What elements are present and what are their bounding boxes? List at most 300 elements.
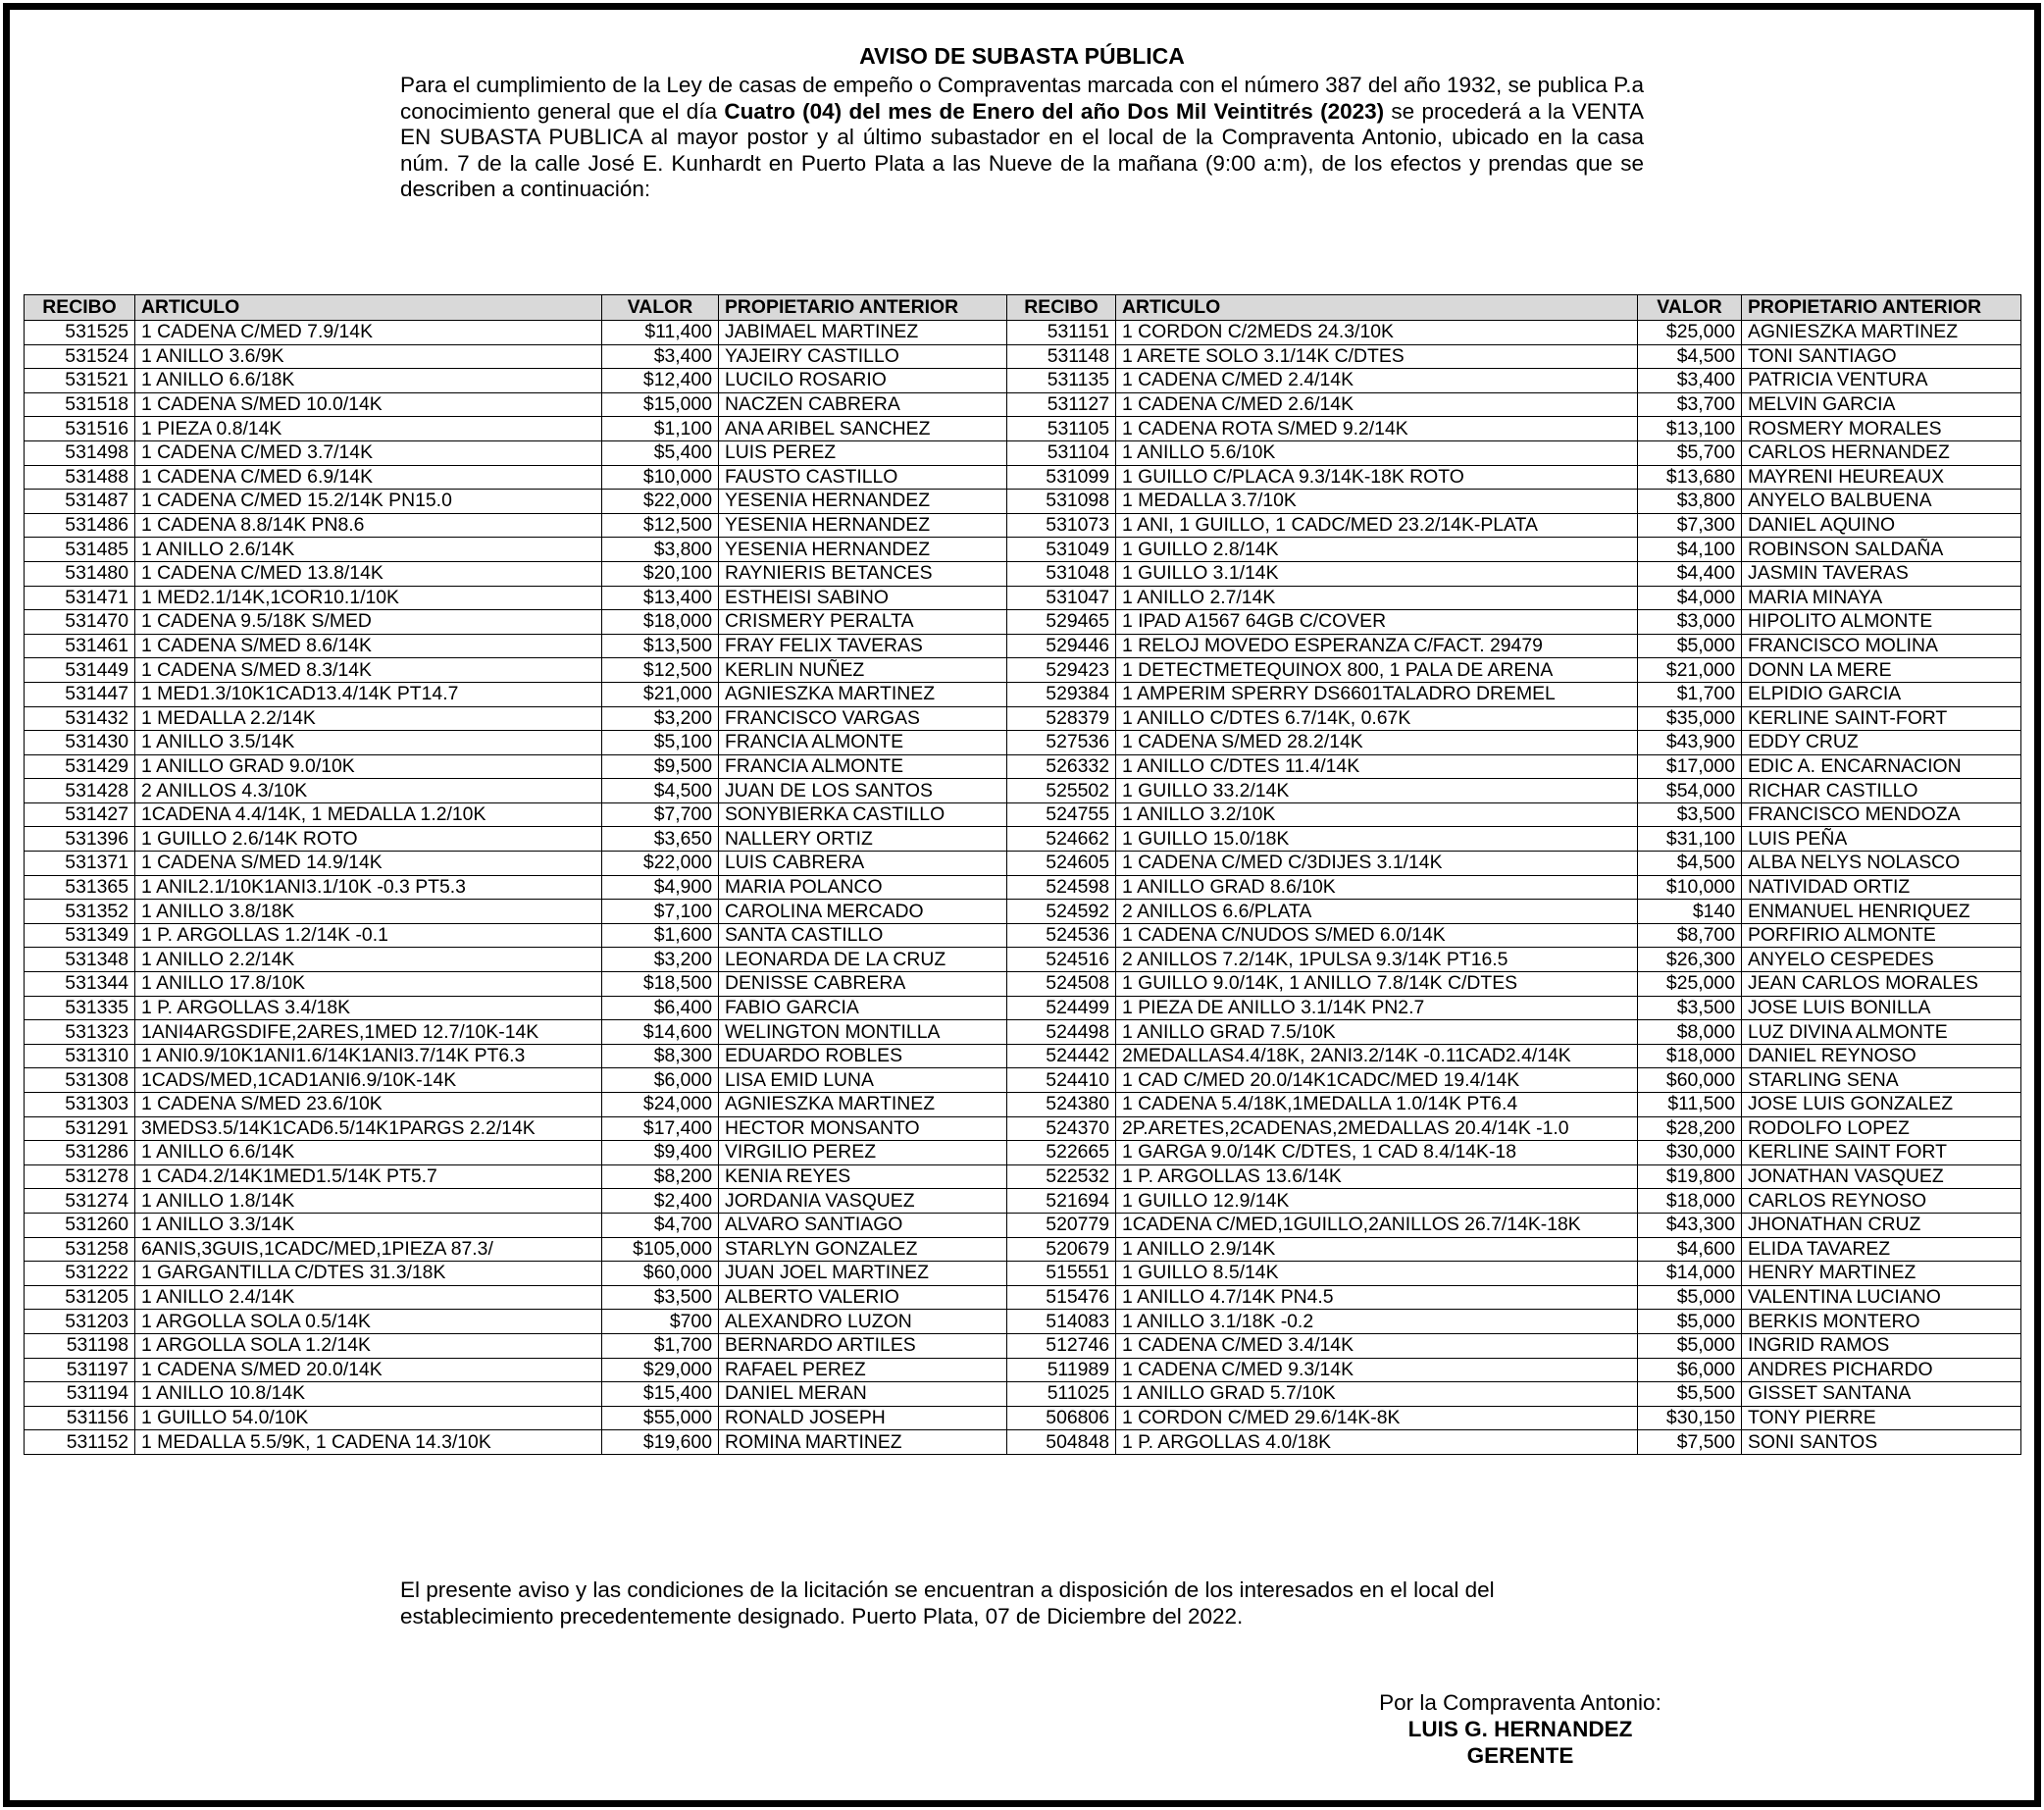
table-row bbox=[25, 490, 2021, 514]
table-cell: $7,700 bbox=[602, 802, 719, 827]
table-cell: 531205 bbox=[25, 1285, 135, 1310]
table-cell: 1 ANI0.9/10K1ANI1.6/14K1ANI3.7/14K PT6.3 bbox=[135, 1044, 602, 1068]
table-cell: 1 IPAD A1567 64GB C/COVER bbox=[1116, 610, 1638, 635]
table-cell: 1 CADENA C/MED 2.6/14K bbox=[1116, 392, 1638, 417]
table-cell: 531518 bbox=[25, 392, 135, 417]
table-cell: 1 ANI, 1 GUILLO, 1 CADC/MED 23.2/14K-PLATA bbox=[1116, 513, 1638, 538]
table-cell: 1 ANILLO 3.8/18K bbox=[135, 900, 602, 924]
table-row bbox=[25, 513, 2021, 538]
table-cell: 1 MEDALLA 2.2/14K bbox=[135, 706, 602, 731]
table-cell: $28,200 bbox=[1638, 1116, 1742, 1141]
table-cell: $19,800 bbox=[1638, 1164, 1742, 1189]
table-cell: 531310 bbox=[25, 1044, 135, 1068]
table-cell: BERNARDO ARTILES bbox=[719, 1333, 1007, 1358]
table-cell: FRANCIA ALMONTE bbox=[719, 731, 1007, 755]
table-cell: 527536 bbox=[1007, 731, 1116, 755]
table-cell: CRISMERY PERALTA bbox=[719, 610, 1007, 635]
table-cell: 1 ANILLO 4.7/14K PN4.5 bbox=[1116, 1285, 1638, 1310]
table-cell: MARIA MINAYA bbox=[1742, 586, 2021, 610]
table-row bbox=[25, 1333, 2021, 1358]
table-cell: CAROLINA MERCADO bbox=[719, 900, 1007, 924]
table-cell: $3,800 bbox=[1638, 490, 1742, 514]
table-cell: 531349 bbox=[25, 923, 135, 948]
table-row bbox=[25, 1406, 2021, 1430]
table-cell: ROSMERY MORALES bbox=[1742, 417, 2021, 441]
table-cell: $31,100 bbox=[1638, 827, 1742, 852]
table-row bbox=[25, 610, 2021, 635]
table-cell: 531430 bbox=[25, 731, 135, 755]
table-cell: 1 ANILLO 1.8/14K bbox=[135, 1189, 602, 1214]
table-cell: 524592 bbox=[1007, 900, 1116, 924]
table-cell: $1,700 bbox=[602, 1333, 719, 1358]
table-cell: KERLINE SAINT-FORT bbox=[1742, 706, 2021, 731]
table-cell: $24,000 bbox=[602, 1093, 719, 1117]
table-cell: JUAN JOEL MARTINEZ bbox=[719, 1262, 1007, 1286]
table-cell: FRANCISCO VARGAS bbox=[719, 706, 1007, 731]
table-cell: 531470 bbox=[25, 610, 135, 635]
table-cell: RONALD JOSEPH bbox=[719, 1406, 1007, 1430]
table-cell: RODOLFO LOPEZ bbox=[1742, 1116, 2021, 1141]
table-cell: ELPIDIO GARCIA bbox=[1742, 682, 2021, 706]
table-cell: $3,700 bbox=[1638, 392, 1742, 417]
table-cell: $105,000 bbox=[602, 1237, 719, 1262]
table-cell: 1 ANILLO 2.4/14K bbox=[135, 1285, 602, 1310]
header-recibo: RECIBO bbox=[25, 295, 135, 321]
table-cell: 531348 bbox=[25, 948, 135, 972]
table-cell: $13,500 bbox=[602, 634, 719, 658]
table-row bbox=[25, 1044, 2021, 1068]
table-cell: 531427 bbox=[25, 802, 135, 827]
table-cell: 511989 bbox=[1007, 1358, 1116, 1382]
table-cell: $14,600 bbox=[602, 1020, 719, 1045]
table-row bbox=[25, 900, 2021, 924]
table-cell: 1 GARGANTILLA C/DTES 31.3/18K bbox=[135, 1262, 602, 1286]
table-cell: DANIEL MERAN bbox=[719, 1382, 1007, 1407]
table-cell: 529384 bbox=[1007, 682, 1116, 706]
table-cell: 531194 bbox=[25, 1382, 135, 1407]
table-cell: FAUSTO CASTILLO bbox=[719, 465, 1007, 490]
table-cell: 531286 bbox=[25, 1141, 135, 1165]
table-row bbox=[25, 1358, 2021, 1382]
table-cell: 1 GUILLO C/PLACA 9.3/14K-18K ROTO bbox=[1116, 465, 1638, 490]
table-cell: ANYELO BALBUENA bbox=[1742, 490, 2021, 514]
table-cell: 522665 bbox=[1007, 1141, 1116, 1165]
table-cell: 520779 bbox=[1007, 1213, 1116, 1237]
table-cell: 1 GUILLO 8.5/14K bbox=[1116, 1262, 1638, 1286]
table-cell: 1 P. ARGOLLAS 13.6/14K bbox=[1116, 1164, 1638, 1189]
table-cell: 512746 bbox=[1007, 1333, 1116, 1358]
table-cell: CARLOS HERNANDEZ bbox=[1742, 440, 2021, 465]
table-cell: 1 GUILLO 2.8/14K bbox=[1116, 538, 1638, 562]
table-cell: PORFIRIO ALMONTE bbox=[1742, 923, 2021, 948]
table-cell: KERLIN NUÑEZ bbox=[719, 658, 1007, 683]
table-cell: 1 CADENA S/MED 8.3/14K bbox=[135, 658, 602, 683]
table-cell: 524380 bbox=[1007, 1093, 1116, 1117]
table-cell: $19,600 bbox=[602, 1430, 719, 1455]
signer-role: GERENTE bbox=[1466, 1743, 1574, 1768]
table-cell: SONYBIERKA CASTILLO bbox=[719, 802, 1007, 827]
table-cell: 531308 bbox=[25, 1068, 135, 1093]
table-cell: $25,000 bbox=[1638, 972, 1742, 997]
table-cell: 1 ANILLO 17.8/10K bbox=[135, 972, 602, 997]
table-cell: $18,000 bbox=[1638, 1189, 1742, 1214]
table-cell: JORDANIA VASQUEZ bbox=[719, 1189, 1007, 1214]
auction-items-table bbox=[24, 294, 2021, 1455]
table-cell: 524508 bbox=[1007, 972, 1116, 997]
table-cell: ROMINA MARTINEZ bbox=[719, 1430, 1007, 1455]
table-cell: 1 ANILLO 2.7/14K bbox=[1116, 586, 1638, 610]
table-cell: $3,400 bbox=[602, 344, 719, 369]
table-cell: $17,000 bbox=[1638, 754, 1742, 779]
table-cell: $30,150 bbox=[1638, 1406, 1742, 1430]
table-cell: 1 ARGOLLA SOLA 0.5/14K bbox=[135, 1310, 602, 1334]
table-cell: $6,000 bbox=[1638, 1358, 1742, 1382]
table-row bbox=[25, 369, 2021, 393]
intro-text-2: se procederá a la VENTA EN SUBASTA PUBLICA al mayor postor y al último subastador en el local de la Compraventa Antonio, ubicado en la casa núm. 7 de la calle José E. Kunhardt en Puerto Plata a las Nueve de la mañana (9:00 a:m), de los efectos y prendas que se describen a continuación: bbox=[400, 98, 1644, 201]
table-cell: 1 CADENA C/MED 9.3/14K bbox=[1116, 1358, 1638, 1382]
table-cell: YESENIA HERNANDEZ bbox=[719, 538, 1007, 562]
signature-line: Por la Compraventa Antonio: bbox=[1379, 1690, 1661, 1715]
table-cell: NALLERY ORTIZ bbox=[719, 827, 1007, 852]
table-cell: PATRICIA VENTURA bbox=[1742, 369, 2021, 393]
table-cell: $18,000 bbox=[1638, 1044, 1742, 1068]
table-cell: DANIEL REYNOSO bbox=[1742, 1044, 2021, 1068]
table-cell: $11,500 bbox=[1638, 1093, 1742, 1117]
table-cell: $8,300 bbox=[602, 1044, 719, 1068]
table-cell: 1 ANIL2.1/10K1ANI3.1/10K -0.3 PT5.3 bbox=[135, 875, 602, 900]
table-cell: FRANCISCO MENDOZA bbox=[1742, 802, 2021, 827]
table-row bbox=[25, 634, 2021, 658]
table-cell: $4,400 bbox=[1638, 561, 1742, 586]
table-cell: $5,000 bbox=[1638, 1285, 1742, 1310]
intro-text-1: Para el cumplimiento de la Ley de casas de empeño o Compraventas marcada con el número 387 del año 1932, se publica P.a conocimiento general que el día bbox=[400, 73, 1644, 124]
table-cell: 1 GUILLO 3.1/14K bbox=[1116, 561, 1638, 586]
table-cell: $4,900 bbox=[602, 875, 719, 900]
table-cell: 531365 bbox=[25, 875, 135, 900]
table-cell: 524598 bbox=[1007, 875, 1116, 900]
table-cell: 515551 bbox=[1007, 1262, 1116, 1286]
table-cell: 531135 bbox=[1007, 369, 1116, 393]
table-cell: $9,500 bbox=[602, 754, 719, 779]
table-cell: JHONATHAN CRUZ bbox=[1742, 1213, 2021, 1237]
table-row bbox=[25, 923, 2021, 948]
table-cell: LUCILO ROSARIO bbox=[719, 369, 1007, 393]
table-cell: FABIO GARCIA bbox=[719, 996, 1007, 1020]
table-cell: 1 ARGOLLA SOLA 1.2/14K bbox=[135, 1333, 602, 1358]
table-cell: $2,400 bbox=[602, 1189, 719, 1214]
table-cell: JOSE LUIS GONZALEZ bbox=[1742, 1093, 2021, 1117]
table-header-row bbox=[25, 295, 2021, 321]
table-cell: YAJEIRY CASTILLO bbox=[719, 344, 1007, 369]
table-cell: JUAN DE LOS SANTOS bbox=[719, 779, 1007, 803]
table-cell: 524498 bbox=[1007, 1020, 1116, 1045]
table-cell: RAFAEL PEREZ bbox=[719, 1358, 1007, 1382]
table-cell: 529423 bbox=[1007, 658, 1116, 683]
table-cell: ALVARO SANTIAGO bbox=[719, 1213, 1007, 1237]
table-cell: AGNIESZKA MARTINEZ bbox=[719, 682, 1007, 706]
table-cell: DONN LA MERE bbox=[1742, 658, 2021, 683]
table-cell: 531258 bbox=[25, 1237, 135, 1262]
table-row bbox=[25, 561, 2021, 586]
header-articulo-2: ARTICULO bbox=[1116, 295, 1638, 321]
table-cell: $7,500 bbox=[1638, 1430, 1742, 1455]
table-cell: 529465 bbox=[1007, 610, 1116, 635]
table-cell: 1 GUILLO 2.6/14K ROTO bbox=[135, 827, 602, 852]
table-cell: 1 GARGA 9.0/14K C/DTES, 1 CAD 8.4/14K-18 bbox=[1116, 1141, 1638, 1165]
table-row bbox=[25, 948, 2021, 972]
table-row bbox=[25, 852, 2021, 876]
table-cell: ANYELO CESPEDES bbox=[1742, 948, 2021, 972]
table-row bbox=[25, 996, 2021, 1020]
table-cell: 529446 bbox=[1007, 634, 1116, 658]
header-valor-2: VALOR bbox=[1638, 295, 1742, 321]
table-row bbox=[25, 321, 2021, 345]
table-cell: 1 ANILLO C/DTES 11.4/14K bbox=[1116, 754, 1638, 779]
table-row bbox=[25, 586, 2021, 610]
table-row bbox=[25, 1213, 2021, 1237]
table-cell: 531127 bbox=[1007, 392, 1116, 417]
table-cell: $21,000 bbox=[602, 682, 719, 706]
notice-title: AVISO DE SUBASTA PÚBLICA bbox=[859, 43, 1185, 69]
table-cell: JONATHAN VASQUEZ bbox=[1742, 1164, 2021, 1189]
table-cell: 1 CADENA 9.5/18K S/MED bbox=[135, 610, 602, 635]
table-cell: $5,100 bbox=[602, 731, 719, 755]
table-row bbox=[25, 538, 2021, 562]
table-cell: 1 ANILLO 6.6/18K bbox=[135, 369, 602, 393]
table-cell: SONI SANTOS bbox=[1742, 1430, 2021, 1455]
table-cell: AGNIESZKA MARTINEZ bbox=[719, 1093, 1007, 1117]
table-cell: 1 MEDALLA 3.7/10K bbox=[1116, 490, 1638, 514]
table-cell: $15,400 bbox=[602, 1382, 719, 1407]
table-cell: 1 CADENA ROTA S/MED 9.2/14K bbox=[1116, 417, 1638, 441]
table-cell: 531104 bbox=[1007, 440, 1116, 465]
table-cell: $21,000 bbox=[1638, 658, 1742, 683]
table-row bbox=[25, 658, 2021, 683]
table-cell: 1 CORDON C/MED 29.6/14K-8K bbox=[1116, 1406, 1638, 1430]
table-cell: 1 GUILLO 9.0/14K, 1 ANILLO 7.8/14K C/DTES bbox=[1116, 972, 1638, 997]
table-cell: ANA ARIBEL SANCHEZ bbox=[719, 417, 1007, 441]
table-cell: $12,500 bbox=[602, 658, 719, 683]
table-cell: 1 P. ARGOLLAS 3.4/18K bbox=[135, 996, 602, 1020]
table-cell: 1 ANILLO 10.8/14K bbox=[135, 1382, 602, 1407]
table-cell: $25,000 bbox=[1638, 321, 1742, 345]
table-cell: 531148 bbox=[1007, 344, 1116, 369]
table-cell: $35,000 bbox=[1638, 706, 1742, 731]
table-cell: ENMANUEL HENRIQUEZ bbox=[1742, 900, 2021, 924]
table-cell: $8,700 bbox=[1638, 923, 1742, 948]
table-row bbox=[25, 1164, 2021, 1189]
table-cell: $13,100 bbox=[1638, 417, 1742, 441]
table-cell: $5,700 bbox=[1638, 440, 1742, 465]
closing-paragraph: El presente aviso y las condiciones de la licitación se encuentran a disposición de los interesados en el local del establecimiento precedentemente designado. Puerto Plata, 07 de Diciembre del 2022. bbox=[400, 1577, 1495, 1629]
header-propietario: PROPIETARIO ANTERIOR bbox=[719, 295, 1007, 321]
table-cell: 531432 bbox=[25, 706, 135, 731]
table-cell: 1 CADENA C/MED C/3DIJES 3.1/14K bbox=[1116, 852, 1638, 876]
table-cell: 1CADENA C/MED,1GUILLO,2ANILLOS 26.7/14K-18K bbox=[1116, 1213, 1638, 1237]
table-cell: $3,500 bbox=[1638, 802, 1742, 827]
table-cell: $5,000 bbox=[1638, 1310, 1742, 1334]
table-cell: 531260 bbox=[25, 1213, 135, 1237]
header-propietario-2: PROPIETARIO ANTERIOR bbox=[1742, 295, 2021, 321]
table-cell: HENRY MARTINEZ bbox=[1742, 1262, 2021, 1286]
table-cell: ROBINSON SALDAÑA bbox=[1742, 538, 2021, 562]
table-cell: $5,500 bbox=[1638, 1382, 1742, 1407]
table-cell: 531303 bbox=[25, 1093, 135, 1117]
table-cell: TONI SANTIAGO bbox=[1742, 344, 2021, 369]
table-cell: 522532 bbox=[1007, 1164, 1116, 1189]
table-cell: 1 ANILLO 3.2/10K bbox=[1116, 802, 1638, 827]
table-cell: 531047 bbox=[1007, 586, 1116, 610]
table-cell: $1,700 bbox=[1638, 682, 1742, 706]
table-cell: YESENIA HERNANDEZ bbox=[719, 513, 1007, 538]
table-cell: 1 CADENA S/MED 10.0/14K bbox=[135, 392, 602, 417]
table-cell: 1 P. ARGOLLAS 4.0/18K bbox=[1116, 1430, 1638, 1455]
table-cell: AGNIESZKA MARTINEZ bbox=[1742, 321, 2021, 345]
table-cell: 531099 bbox=[1007, 465, 1116, 490]
table-cell: $17,400 bbox=[602, 1116, 719, 1141]
table-cell: $60,000 bbox=[602, 1262, 719, 1286]
table-cell: 531335 bbox=[25, 996, 135, 1020]
table-cell: $3,400 bbox=[1638, 369, 1742, 393]
table-cell: 1 PIEZA DE ANILLO 3.1/14K PN2.7 bbox=[1116, 996, 1638, 1020]
table-cell: 531498 bbox=[25, 440, 135, 465]
table-cell: ANDRES PICHARDO bbox=[1742, 1358, 2021, 1382]
table-cell: $6,400 bbox=[602, 996, 719, 1020]
table-cell: 1 ANILLO 2.9/14K bbox=[1116, 1237, 1638, 1262]
table-cell: 511025 bbox=[1007, 1382, 1116, 1407]
table-cell: 1 ANILLO 2.2/14K bbox=[135, 948, 602, 972]
header-articulo: ARTICULO bbox=[135, 295, 602, 321]
table-cell: $10,000 bbox=[1638, 875, 1742, 900]
table-row bbox=[25, 1189, 2021, 1214]
signature-block bbox=[1275, 1689, 1765, 1769]
table-cell: FRANCISCO MOLINA bbox=[1742, 634, 2021, 658]
table-row bbox=[25, 802, 2021, 827]
table-cell: 1 CADENA 5.4/18K,1MEDALLA 1.0/14K PT6.4 bbox=[1116, 1093, 1638, 1117]
table-cell: $4,700 bbox=[602, 1213, 719, 1237]
table-cell: 531428 bbox=[25, 779, 135, 803]
table-cell: 1 GUILLO 33.2/14K bbox=[1116, 779, 1638, 803]
table-cell: 531429 bbox=[25, 754, 135, 779]
table-cell: $4,500 bbox=[1638, 344, 1742, 369]
table-cell: 531487 bbox=[25, 490, 135, 514]
table-cell: 1CADS/MED,1CAD1ANI6.9/10K-14K bbox=[135, 1068, 602, 1093]
table-cell: $8,200 bbox=[602, 1164, 719, 1189]
table-cell: MARIA POLANCO bbox=[719, 875, 1007, 900]
table-row bbox=[25, 706, 2021, 731]
table-cell: 531152 bbox=[25, 1430, 135, 1455]
table-cell: 531048 bbox=[1007, 561, 1116, 586]
table-cell: 1 CADENA S/MED 28.2/14K bbox=[1116, 731, 1638, 755]
table-cell: $8,000 bbox=[1638, 1020, 1742, 1045]
table-cell: 521694 bbox=[1007, 1189, 1116, 1214]
table-cell: 531151 bbox=[1007, 321, 1116, 345]
table-cell: $12,400 bbox=[602, 369, 719, 393]
table-cell: JOSE LUIS BONILLA bbox=[1742, 996, 2021, 1020]
table-row bbox=[25, 779, 2021, 803]
table-cell: $3,000 bbox=[1638, 610, 1742, 635]
table-cell: ALEXANDRO LUZON bbox=[719, 1310, 1007, 1334]
table-cell: $20,100 bbox=[602, 561, 719, 586]
table-cell: 1 CADENA S/MED 20.0/14K bbox=[135, 1358, 602, 1382]
table-cell: 1 ANILLO 3.3/14K bbox=[135, 1213, 602, 1237]
table-cell: 1 CORDON C/2MEDS 24.3/10K bbox=[1116, 321, 1638, 345]
table-row bbox=[25, 1237, 2021, 1262]
table-cell: 6ANIS,3GUIS,1CADC/MED,1PIEZA 87.3/ bbox=[135, 1237, 602, 1262]
table-cell: KERLINE SAINT FORT bbox=[1742, 1141, 2021, 1165]
table-row bbox=[25, 392, 2021, 417]
table-cell: BERKIS MONTERO bbox=[1742, 1310, 2021, 1334]
table-cell: 1 CADENA C/MED 6.9/14K bbox=[135, 465, 602, 490]
table-cell: 1 CADENA S/MED 14.9/14K bbox=[135, 852, 602, 876]
table-cell: JASMIN TAVERAS bbox=[1742, 561, 2021, 586]
table-cell: 531197 bbox=[25, 1358, 135, 1382]
table-cell: 528379 bbox=[1007, 706, 1116, 731]
table-cell: CARLOS REYNOSO bbox=[1742, 1189, 2021, 1214]
table-cell: $3,650 bbox=[602, 827, 719, 852]
table-cell: 526332 bbox=[1007, 754, 1116, 779]
table-cell: $700 bbox=[602, 1310, 719, 1334]
table-cell: WELINGTON MONTILLA bbox=[719, 1020, 1007, 1045]
table-cell: 1 ANILLO 3.1/18K -0.2 bbox=[1116, 1310, 1638, 1334]
table-cell: $13,400 bbox=[602, 586, 719, 610]
table-row bbox=[25, 827, 2021, 852]
table-cell: 1 ANILLO 3.5/14K bbox=[135, 731, 602, 755]
table-cell: 2 ANILLOS 4.3/10K bbox=[135, 779, 602, 803]
table-cell: 531447 bbox=[25, 682, 135, 706]
table-cell: $1,100 bbox=[602, 417, 719, 441]
table-cell: $5,000 bbox=[1638, 1333, 1742, 1358]
table-cell: 1 CADENA S/MED 8.6/14K bbox=[135, 634, 602, 658]
table-cell: 524370 bbox=[1007, 1116, 1116, 1141]
table-row bbox=[25, 1310, 2021, 1334]
table-cell: JABIMAEL MARTINEZ bbox=[719, 321, 1007, 345]
table-cell: LEONARDA DE LA CRUZ bbox=[719, 948, 1007, 972]
table-cell: $3,200 bbox=[602, 948, 719, 972]
table-cell: 504848 bbox=[1007, 1430, 1116, 1455]
table-cell: $9,400 bbox=[602, 1141, 719, 1165]
intro-paragraph bbox=[400, 73, 1644, 203]
header-recibo-2: RECIBO bbox=[1007, 295, 1116, 321]
header-valor: VALOR bbox=[602, 295, 719, 321]
table-cell: 524410 bbox=[1007, 1068, 1116, 1093]
table-cell: FRAY FELIX TAVERAS bbox=[719, 634, 1007, 658]
table-cell: 531396 bbox=[25, 827, 135, 852]
table-cell: 1 PIEZA 0.8/14K bbox=[135, 417, 602, 441]
table-cell: $3,800 bbox=[602, 538, 719, 562]
table-cell: TONY PIERRE bbox=[1742, 1406, 2021, 1430]
table-cell: NACZEN CABRERA bbox=[719, 392, 1007, 417]
table-cell: $18,000 bbox=[602, 610, 719, 635]
table-cell: $22,000 bbox=[602, 852, 719, 876]
table-cell: 1 ANILLO GRAD 5.7/10K bbox=[1116, 1382, 1638, 1407]
table-cell: 531461 bbox=[25, 634, 135, 658]
table-cell: $4,500 bbox=[602, 779, 719, 803]
table-cell: 1ANI4ARGSDIFE,2ARES,1MED 12.7/10K-14K bbox=[135, 1020, 602, 1045]
table-cell: $4,100 bbox=[1638, 538, 1742, 562]
table-cell: 531486 bbox=[25, 513, 135, 538]
table-row bbox=[25, 440, 2021, 465]
table-cell: 1 CADENA S/MED 23.6/10K bbox=[135, 1093, 602, 1117]
table-cell: ESTHEISI SABINO bbox=[719, 586, 1007, 610]
table-cell: $26,300 bbox=[1638, 948, 1742, 972]
table-cell: EDDY CRUZ bbox=[1742, 731, 2021, 755]
table-cell: GISSET SANTANA bbox=[1742, 1382, 2021, 1407]
table-cell: 531198 bbox=[25, 1333, 135, 1358]
table-cell: 531344 bbox=[25, 972, 135, 997]
table-cell: ELIDA TAVAREZ bbox=[1742, 1237, 2021, 1262]
table-cell: $11,400 bbox=[602, 321, 719, 345]
